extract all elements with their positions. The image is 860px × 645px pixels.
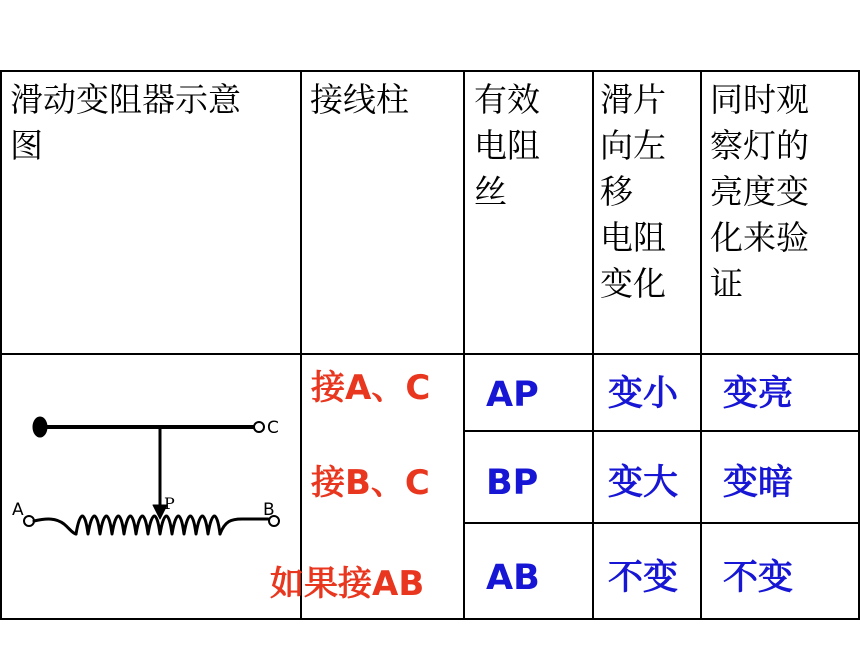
header-slider-left-change: 滑片 向左 移 电阻 变化 <box>600 80 666 303</box>
row-bc-effective-wire: BP <box>486 463 539 503</box>
terminal-b-label: B <box>263 500 275 520</box>
resistor-left-lead <box>34 519 76 534</box>
row-ac-brightness: 变亮 <box>723 374 794 414</box>
table-border-bottom <box>0 618 860 620</box>
header-lamp-brightness: 同时观 察灯的 亮度变 化来验 证 <box>710 80 809 303</box>
row-ab-connection: 如果接AB <box>270 564 425 604</box>
table-border-left <box>0 70 2 620</box>
row-bc-connection: 接B、C <box>311 463 430 503</box>
table-column-divider-1 <box>300 70 302 620</box>
row-ab-effective-wire: AB <box>486 558 540 598</box>
rheostat-diagram <box>12 400 292 560</box>
row-ab-brightness: 不变 <box>723 558 794 598</box>
table-column-divider-3 <box>592 70 594 620</box>
terminal-c <box>254 422 264 432</box>
table-border-top <box>0 70 860 72</box>
table-row-divider-2 <box>463 522 860 524</box>
row-ac-resistance-change: 变小 <box>608 374 679 414</box>
table-column-divider-2 <box>463 70 465 620</box>
slider-p-label: P <box>164 494 175 513</box>
table-row-divider-1 <box>463 430 860 432</box>
terminal-a-label: A <box>12 500 24 520</box>
resistance-coil <box>76 516 220 534</box>
header-effective-resistance-wire: 有效 电阻 丝 <box>474 80 540 211</box>
table-border-header <box>0 353 860 355</box>
row-ac-connection: 接A、C <box>311 368 431 408</box>
header-terminal: 接线柱 <box>310 80 409 119</box>
row-bc-resistance-change: 变大 <box>608 463 679 503</box>
table-column-divider-4 <box>700 70 702 620</box>
row-ab-resistance-change: 不变 <box>608 558 679 598</box>
resistor-right-lead <box>220 519 268 534</box>
row-ac-effective-wire: AP <box>486 375 539 415</box>
row-bc-brightness: 变暗 <box>723 463 794 503</box>
terminal-c-label: C <box>267 418 279 438</box>
header-diagram: 滑动变阻器示意 图 <box>10 80 241 165</box>
rheostat-drawing <box>24 417 279 534</box>
